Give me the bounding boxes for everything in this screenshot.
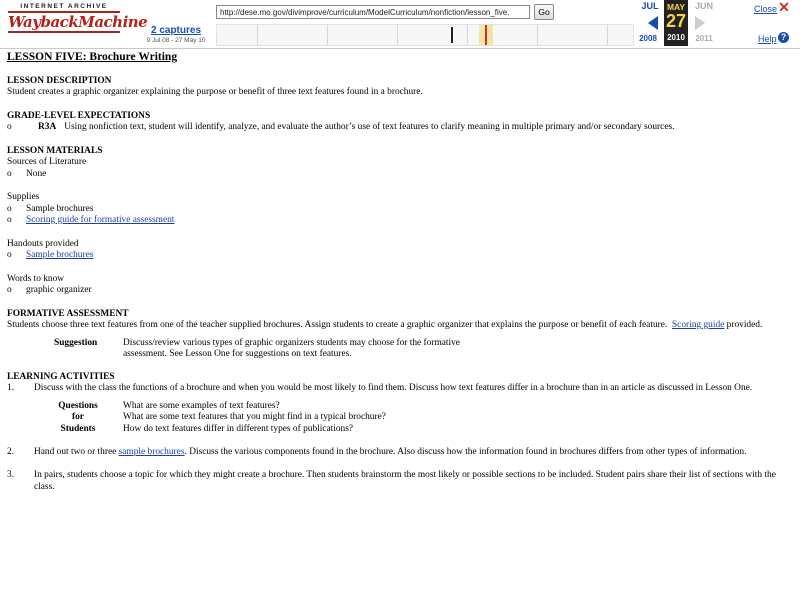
words-item: graphic organizer [26,285,92,295]
wayback-toolbar [0,0,800,49]
suggestion-label: Suggestion [54,337,98,348]
lesson-content [7,52,793,493]
bullet: o [7,203,12,214]
bullet: o [7,122,12,132]
suggestion-block [7,338,793,362]
scoring-guide-link[interactable]: Scoring guide for formative assessment [26,215,175,225]
prev-month[interactable]: JUL [641,1,659,11]
activity-item [7,470,793,493]
next-year: 2011 [695,34,713,43]
formative-after-link: provided. [726,320,763,330]
materials-heading: LESSON MATERIALS [7,145,103,156]
supplies-item-1: Sample brochures [26,203,94,214]
questions-label-line: Questions [58,400,98,411]
questions-label [52,401,104,436]
sample-brochures-inline-link[interactable]: sample brochures [118,446,185,457]
bullet: o [7,250,12,260]
capture-mark[interactable] [451,27,453,43]
description-section [7,76,793,99]
activity-number: 1. [7,383,15,393]
description-text: Student creates a graphic organizer explaining the purpose or benefit of three text features found in a brochure. [7,87,423,97]
sample-brochures-link[interactable]: Sample brochures [26,250,94,260]
current-capture [664,0,688,46]
question-item: What are some text features that you might find in a typical brochure? [123,412,386,422]
url-input[interactable]: http://dese.mo.gov/divimprove/curriculum/ModelCurriculum/nonfiction/lesson_five. [216,5,530,19]
activity-item [7,383,793,395]
close-icon[interactable]: ✕ [778,0,790,15]
handouts-label: Handouts provided [7,238,79,249]
list-item [7,285,793,297]
scoring-guide-inline-link[interactable]: Scoring guide [671,320,725,330]
formative-section [7,309,793,362]
current-year: 2010 [667,33,685,42]
gle-text: Using nonfiction text, student will identify, analyze, and evaluate the author’s use of text features to clarify meaning in multiple primary and/or secondary sources. [64,122,675,132]
year-divider [537,25,538,45]
formative-text [7,320,793,332]
words-label: Words to know [7,273,65,284]
next-capture-arrow-icon [695,16,705,30]
gle-section [7,111,793,134]
year-divider [327,25,328,45]
wayback-logo[interactable] [8,3,148,39]
activity-number: 2. [7,446,15,457]
list-item [7,204,793,216]
list-item [7,169,793,181]
question-item: How do text features differ in different types of publications? [123,423,354,434]
close-link[interactable]: Close [754,4,778,14]
gle-heading: GRADE-LEVEL EXPECTATIONS [7,110,151,121]
list-item [7,250,793,262]
captures-range: 9 Jul 08 - 27 May 10 [146,37,206,44]
questions-block [7,401,793,437]
activity-2-post: . Discuss the various components found in the brochure. Also discuss how the information found in brochures differs from other types of information. [184,446,747,457]
sources-item: None [26,168,47,179]
help-link[interactable]: Help [758,34,777,44]
activity-3-text: In pairs, students choose a topic for which they might create a brochure. Then students brainstorm the most likely or possible sections to be included. Student pairs share their list of sections with the class. [34,470,776,492]
current-capture-mark[interactable] [485,25,487,45]
current-month: MAY [666,2,686,12]
supplies-label: Supplies [7,192,40,202]
activity-2-pre: Hand out two or three [34,446,117,457]
questions-label-line: Students [60,423,96,434]
sources-label: Sources of Literature [7,157,87,167]
year-divider [257,25,258,45]
help-icon[interactable]: ? [778,32,789,43]
bullet: o [7,168,12,179]
activity-number: 3. [7,470,15,480]
activity-item [7,447,793,459]
description-heading: LESSON DESCRIPTION [7,75,112,86]
year-divider [397,25,398,45]
go-button[interactable]: Go [534,4,554,20]
year-divider [467,25,468,45]
bullet: o [7,215,12,225]
materials-section [7,146,793,297]
captures-info [126,25,226,44]
activities-heading: LEARNING ACTIVITIES [7,371,115,382]
formative-heading: FORMATIVE ASSESSMENT [7,308,129,319]
gle-item [7,122,793,134]
questions-list [123,401,386,436]
list-item [7,215,793,227]
question-item: What are some examples of text features? [123,400,280,411]
formative-body: Students choose three text features from one of the teacher supplied brochures. Assign students to create a graphic organizer that explains the purpose or benefit of each feature. [7,320,668,330]
questions-label-line: for [72,412,84,422]
captures-link[interactable]: 2 captures [150,25,202,36]
logo-main-text: WaybackMachine [8,13,148,31]
current-day: 27 [665,11,687,31]
next-month: JUN [694,1,713,11]
activities-section [7,372,793,494]
suggestion-text: Discuss/review various types of graphic organizers students may choose for the formative assessment. See Lesson One for suggestions on text features. [123,337,460,359]
prev-capture-arrow-icon[interactable] [648,16,658,30]
year-divider [607,25,608,45]
bullet: o [7,285,12,295]
capture-sparkline[interactable] [216,24,634,46]
page-title: LESSON FIVE: Brochure Writing [7,51,178,63]
prev-year[interactable]: 2008 [639,34,657,43]
activity-1-text: Discuss with the class the functions of a brochure and when you would be most likely to find them. Discuss how text features differ in a brochure than in an article as discussed in Lesson One. [34,383,753,393]
gle-code: R3A [38,122,57,132]
logo-top-text: INTERNET ARCHIVE [20,3,108,10]
